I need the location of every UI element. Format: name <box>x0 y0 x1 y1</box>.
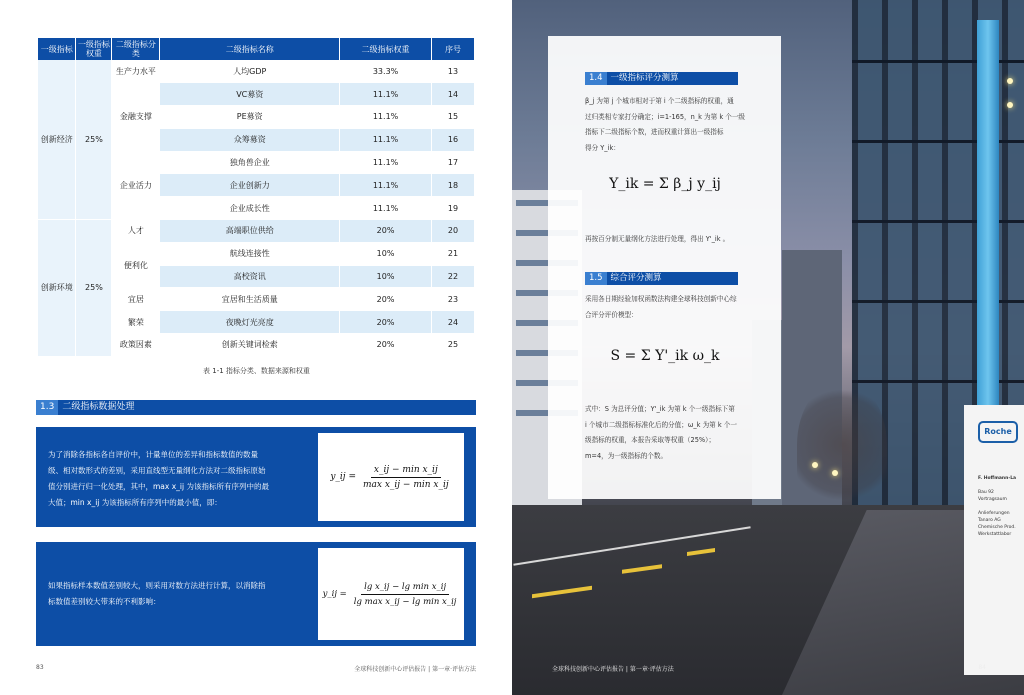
serial-number: 13 <box>432 60 475 83</box>
lane-marking <box>532 586 592 598</box>
text-line: 级、相对数形式的差别，采用直线型无量纲化方法对二级指标原始 <box>48 466 266 475</box>
formula-panel <box>318 548 464 640</box>
text-line: 标数值差别较大带来的不利影响： <box>48 597 161 606</box>
level2-category: 人才 <box>112 220 160 243</box>
formula-box-normalization <box>36 427 476 527</box>
sign-line: Bau 92 <box>978 490 994 495</box>
text-line: 值分别进行归一化处理，其中，max x_ij 为该指标所有序列中的最 <box>48 482 269 491</box>
serial-number: 19 <box>432 197 475 220</box>
level2-category: 政策因素 <box>112 334 160 357</box>
level2-category: 生产力水平 <box>112 60 160 83</box>
formula-level1-score: Y_ik = Σ β_j y_ij <box>609 176 721 192</box>
roche-sign <box>964 405 1024 675</box>
serial-number: 21 <box>432 242 475 265</box>
section-heading-1-4 <box>585 72 738 85</box>
section-number: 1.4 <box>585 72 607 85</box>
section-title: 二级指标数据处理 <box>62 402 135 412</box>
level1-weight: 25% <box>76 60 112 220</box>
level2-weight: 11.1% <box>340 106 432 129</box>
section-number: 1.3 <box>36 400 58 415</box>
section-heading-1-3 <box>36 400 476 415</box>
text-line: β_j 为第 j 个城市相对于第 i 个二级指标的权重，通 <box>585 97 734 105</box>
level2-category: 繁荣 <box>112 311 160 334</box>
table-row <box>38 60 475 83</box>
formula-lhs: y_ij = <box>322 589 347 599</box>
section-1-5-body <box>585 292 745 323</box>
formula-lhs: y_ij = <box>330 472 356 482</box>
level1-name: 创新经济 <box>38 60 76 220</box>
level2-weight: 10% <box>340 242 432 265</box>
section-title: 一级指标评分测算 <box>610 73 679 83</box>
header-level2-weight: 二级指标权重 <box>340 38 432 60</box>
header-serial: 序号 <box>432 38 475 60</box>
indicator-table <box>38 38 475 357</box>
street-light <box>1007 102 1013 108</box>
header-level1: 一级指标 <box>38 38 76 60</box>
serial-number: 23 <box>432 288 475 311</box>
level2-name: 航线连接性 <box>160 242 340 265</box>
text-line: 大值；min x_ij 为该指标所有序列中的最小值，即： <box>48 498 222 507</box>
sign-line: F. Hoffmann-La <box>978 476 1017 481</box>
level2-weight: 10% <box>340 265 432 288</box>
sign-line: Tanaro AG <box>978 518 1001 523</box>
text-line: i 个城市二级指标标准化后的分值；ω_k 为第 k 个一 <box>585 420 737 429</box>
formula-panel <box>318 433 464 521</box>
header-level2-name: 二级指标名称 <box>160 38 340 60</box>
sign-text <box>978 475 1016 538</box>
level2-weight: 11.1% <box>340 174 432 197</box>
level2-weight: 11.1% <box>340 151 432 174</box>
serial-number: 15 <box>432 106 475 129</box>
street-light <box>1007 78 1013 84</box>
running-footer-right: 全球科技创新中心评估报告 | 第一章·评估方法 <box>552 666 674 673</box>
table-row <box>38 220 475 243</box>
sign-line: Vortragsaum <box>978 497 1007 502</box>
level2-category: 企业活力 <box>112 151 160 219</box>
right-page-photo <box>512 0 1024 695</box>
level2-weight: 20% <box>340 334 432 357</box>
header-level2-category: 二级指标分类 <box>112 38 160 60</box>
street-light <box>832 470 838 476</box>
tree <box>797 380 887 510</box>
table-header-row <box>38 38 475 60</box>
formula-composite-score: S = Σ Y'_ik ω_k <box>610 348 720 364</box>
level2-name: PE募资 <box>160 106 340 129</box>
road-line <box>513 526 750 566</box>
level1-name: 创新环境 <box>38 220 76 357</box>
level2-name: 企业成长性 <box>160 197 340 220</box>
level2-category: 宜居 <box>112 288 160 311</box>
section-heading-1-5 <box>585 272 738 285</box>
serial-number: 18 <box>432 174 475 197</box>
formula-fraction <box>351 582 460 607</box>
table-caption: 表 1-1 指标分类、数据来源和权重 <box>203 367 310 375</box>
section-title: 综合评分测算 <box>610 273 662 283</box>
level2-name: 企业创新力 <box>160 174 340 197</box>
level1-weight: 25% <box>76 220 112 357</box>
level2-category: 金融支撑 <box>112 83 160 151</box>
text-line: 过归类相专家打分确定；i=1-165，n_k 为第 k 个一级 <box>585 112 746 121</box>
text-line: m=4，为一级指标的个数。 <box>585 451 668 460</box>
level2-name: 高校资讯 <box>160 265 340 288</box>
level2-name: 创新关键词检索 <box>160 334 340 357</box>
sign-line: Werkstattlabor <box>978 532 1012 537</box>
level2-name: 独角兽企业 <box>160 151 340 174</box>
section-1-4-after: 再按百分制无量纲化方法进行处理，得出 Y'_ik 。 <box>585 235 730 243</box>
section-1-4-body <box>585 94 745 156</box>
formula-box-logarithm <box>36 542 476 646</box>
lane-marking <box>687 548 715 556</box>
serial-number: 14 <box>432 83 475 106</box>
level2-weight: 20% <box>340 288 432 311</box>
formula-denominator: max x_ij − min x_ij <box>362 479 449 490</box>
roche-logo: Roche <box>978 421 1018 443</box>
serial-number: 20 <box>432 220 475 243</box>
sign-line: Chemische Prod. <box>978 525 1016 530</box>
text-line: 级指标的权重，本报告采取等权重（25%）； <box>585 436 716 444</box>
formula-numerator: x_ij − min x_ij <box>371 465 441 478</box>
level2-weight: 11.1% <box>340 83 432 106</box>
level2-name: 众筹募资 <box>160 128 340 151</box>
serial-number: 24 <box>432 311 475 334</box>
level2-weight: 11.1% <box>340 197 432 220</box>
level2-weight: 11.1% <box>340 128 432 151</box>
serial-number: 22 <box>432 265 475 288</box>
text-line: 合评分评价模型： <box>585 310 638 319</box>
level2-name: 夜晚灯光亮度 <box>160 311 340 334</box>
level2-weight: 20% <box>340 311 432 334</box>
level2-category: 便利化 <box>112 242 160 288</box>
section-1-5-after <box>585 402 745 464</box>
text-panel <box>548 36 781 499</box>
level2-name: VC募资 <box>160 83 340 106</box>
header-level1-weight: 一级指标 权重 <box>77 40 110 58</box>
sign-line: Anlieferungen <box>978 511 1010 516</box>
formula-denominator: lg max x_ij − lg min x_ij <box>353 596 457 607</box>
formula-box-text <box>48 578 266 610</box>
level2-name: 高端职位供给 <box>160 220 340 243</box>
level2-weight: 33.3% <box>340 60 432 83</box>
page-number-right: 84 <box>978 664 986 671</box>
running-footer-left: 全球科技创新中心评估报告 | 第一章·评估方法 <box>354 666 476 673</box>
level2-name: 宜居和生活质量 <box>160 288 340 311</box>
street-light <box>812 462 818 468</box>
text-line: 式中：S 为总评分值；Y'_ik 为第 k 个一级指标下第 <box>585 405 735 413</box>
formula-numerator: lg x_ij − lg min x_ij <box>361 582 449 595</box>
text-line: 如果指标样本数值差别较大，则采用对数方法进行计算，以消除指 <box>48 581 266 590</box>
level2-name: 人均GDP <box>160 60 340 83</box>
text-line: 得分 Y_ik： <box>585 143 620 152</box>
lane-marking <box>622 564 662 574</box>
text-line: 指标下二级指标个数，进而权重计算出一级指标 <box>585 128 724 136</box>
page-number-left: 83 <box>36 664 44 671</box>
serial-number: 16 <box>432 128 475 151</box>
serial-number: 25 <box>432 334 475 357</box>
text-line: 采用各日期经验加权函数法构建全球科技创新中心综 <box>585 295 737 303</box>
serial-number: 17 <box>432 151 475 174</box>
text-line: 为了消除各指标各自评价中，计量单位的差异和指标数值的数量 <box>48 450 258 459</box>
formula-box-text <box>48 447 269 511</box>
formula-fraction <box>360 465 452 490</box>
section-number: 1.5 <box>585 272 607 285</box>
level2-weight: 20% <box>340 220 432 243</box>
